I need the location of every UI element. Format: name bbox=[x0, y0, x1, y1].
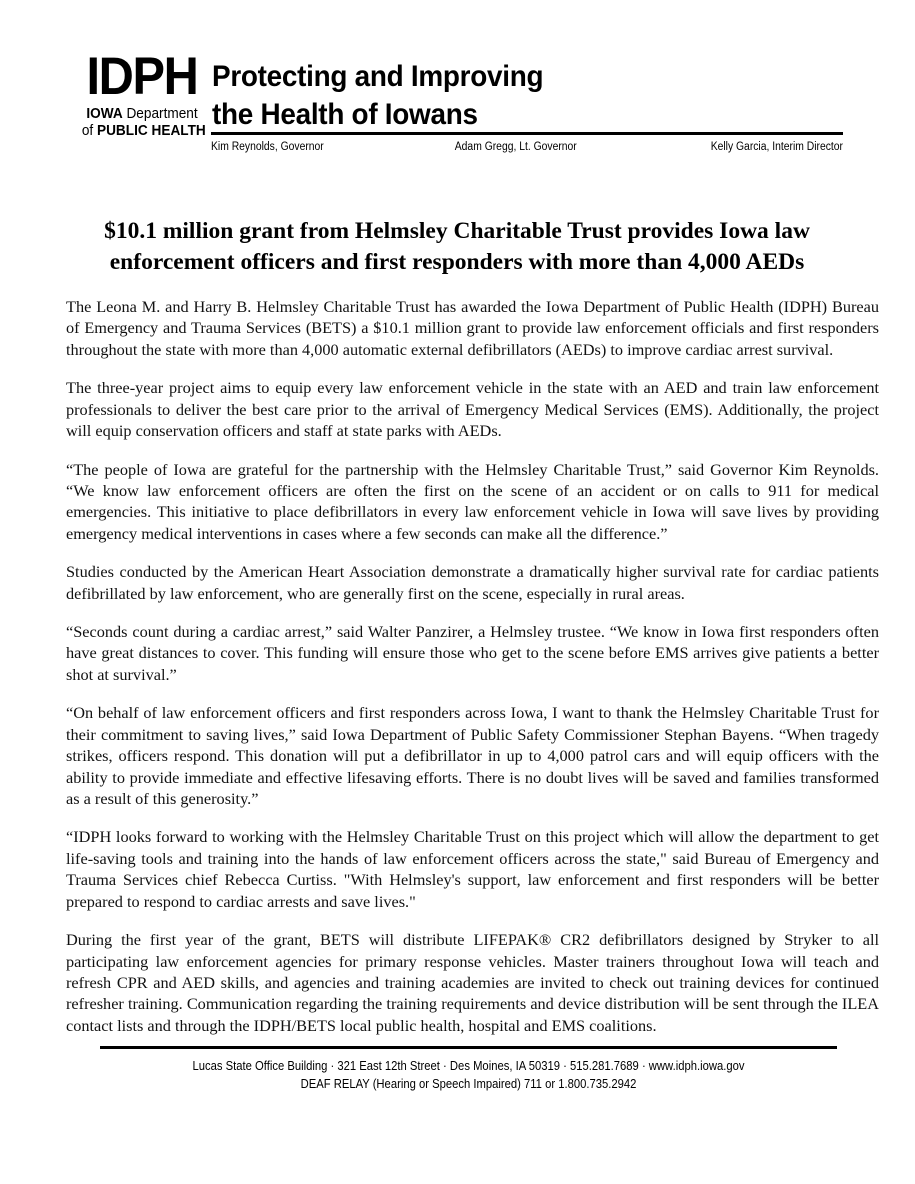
idph-logo-line-two bbox=[81, 122, 206, 139]
idph-logo-iowa: IOWA bbox=[86, 106, 123, 123]
body-paragraph: “The people of Iowa are grateful for the partnership with the Helmsley Charitable Trust,” said Governor Kim Reynolds. “We know law enforcement officers are often the first on the scene of an accident or on calls to 911 for medical emergencies. This initiative to place defibrillators in every law enforcement vehicle in Iowa will save lives by providing emergency medical interventions in cases where a few seconds can make all the difference.” bbox=[66, 459, 879, 543]
official-lt-governor: Adam Gregg, Lt. Governor bbox=[455, 141, 578, 153]
idph-logo-line-one bbox=[82, 106, 202, 122]
footer-deaf-relay-line: DEAF RELAY (Hearing or Speech Impaired) 711 or 1.800.735.2942 bbox=[300, 1077, 637, 1092]
idph-logo bbox=[78, 47, 206, 139]
idph-logo-acronym: IDPH bbox=[86, 47, 198, 106]
body-paragraph: “Seconds count during a cardiac arrest,” said Walter Panzirer, a Helmsley trustee. “We know in Iowa first responders often have great distances to cover. This funding will ensure those who get to the scene before EMS arrives give patients a better shot at survival.” bbox=[66, 622, 879, 684]
body-paragraph: The Leona M. and Harry B. Helmsley Charitable Trust has awarded the Iowa Department of Public Health (IDPH) Bureau of Emergency and Trauma Services (BETS) a $10.1 million grant to provide law enforcement officials and first responders throughout the state with more than 4,000 automatic external defibrillators (AEDs) to improve cardiac arrest survival. bbox=[66, 297, 879, 359]
official-governor: Kim Reynolds, Governor bbox=[211, 141, 324, 153]
footer-divider-rule bbox=[100, 1046, 837, 1049]
article-body bbox=[66, 296, 879, 1036]
footer-address-line: Lucas State Office Building · 321 East 12th Street · Des Moines, IA 50319 · 515.281.7689 · www.idph.iowa.gov bbox=[192, 1059, 745, 1073]
idph-logo-department: Department bbox=[122, 106, 198, 123]
body-paragraph: The three-year project aims to equip every law enforcement vehicle in the state with an AED and train law enforcement professionals to deliver the best care prior to the arrival of Emergency Medical Services (EMS). Additionally, the project will equip conservation officers and staff at state parks with AEDs. bbox=[66, 378, 879, 441]
tagline-line-one: Protecting and Improving bbox=[212, 60, 544, 93]
body-paragraph: During the first year of the grant, BETS will distribute LIFEPAK® CR2 defibrillators designed by Stryker to all participating law enforcement agencies for primary response vehicles. Master trainers throughout Iowa will teach and refresh CPR and AED skills, and agencies and training academies are invited to check out training devices for continued refresher training. Communication regarding the training requirements and device distribution will be sent through the ILEA contact lists and through the IDPH/BETS local public health, hospital and EMS coalitions. bbox=[66, 930, 879, 1035]
body-paragraph: “On behalf of law enforcement officers and first responders across Iowa, I want to thank the Helmsley Charitable Trust for their commitment to saving lives,” said Iowa Department of Public Safety Commissioner Stephan Bayens. “When tragedy strikes, officers respond. This donation will put a defibrillator in up to 4,000 patrol cars and will equip officers with the ability to provide immediate and effective lifesaving efforts. There is no doubt lives will be saved and families transformed as a result of this generosity.” bbox=[66, 703, 879, 809]
officials-line bbox=[211, 141, 843, 153]
idph-logo-of: of bbox=[81, 122, 97, 139]
body-paragraph: Studies conducted by the American Heart Association demonstrate a dramatically higher survival rate for cardiac patients defibrillated by law enforcement, who are generally first on the scene, especially in rural areas. bbox=[66, 562, 879, 603]
idph-logo-public-health: PUBLIC HEALTH bbox=[96, 122, 206, 139]
official-interim-director: Kelly Garcia, Interim Director bbox=[710, 141, 843, 153]
header-divider-rule bbox=[211, 132, 843, 135]
agency-tagline bbox=[212, 58, 872, 134]
page-title: $10.1 million grant from Helmsley Charitable Trust provides Iowa law enforcement officers and first responders with more than 4,000 AEDs bbox=[104, 218, 810, 276]
letterhead bbox=[0, 47, 915, 170]
tagline-line-two: the Health of Iowans bbox=[212, 97, 478, 131]
footer bbox=[100, 1057, 837, 1093]
body-paragraph: “IDPH looks forward to working with the Helmsley Charitable Trust on this project which will allow the department to get life-saving tools and training into the hands of law enforcement officers across the state," said Bureau of Emergency and Trauma Services chief Rebecca Curtiss. "With Helmsley's support, law enforcement and first responders will be better prepared to respond to cardiac arrests and save lives." bbox=[66, 827, 879, 911]
